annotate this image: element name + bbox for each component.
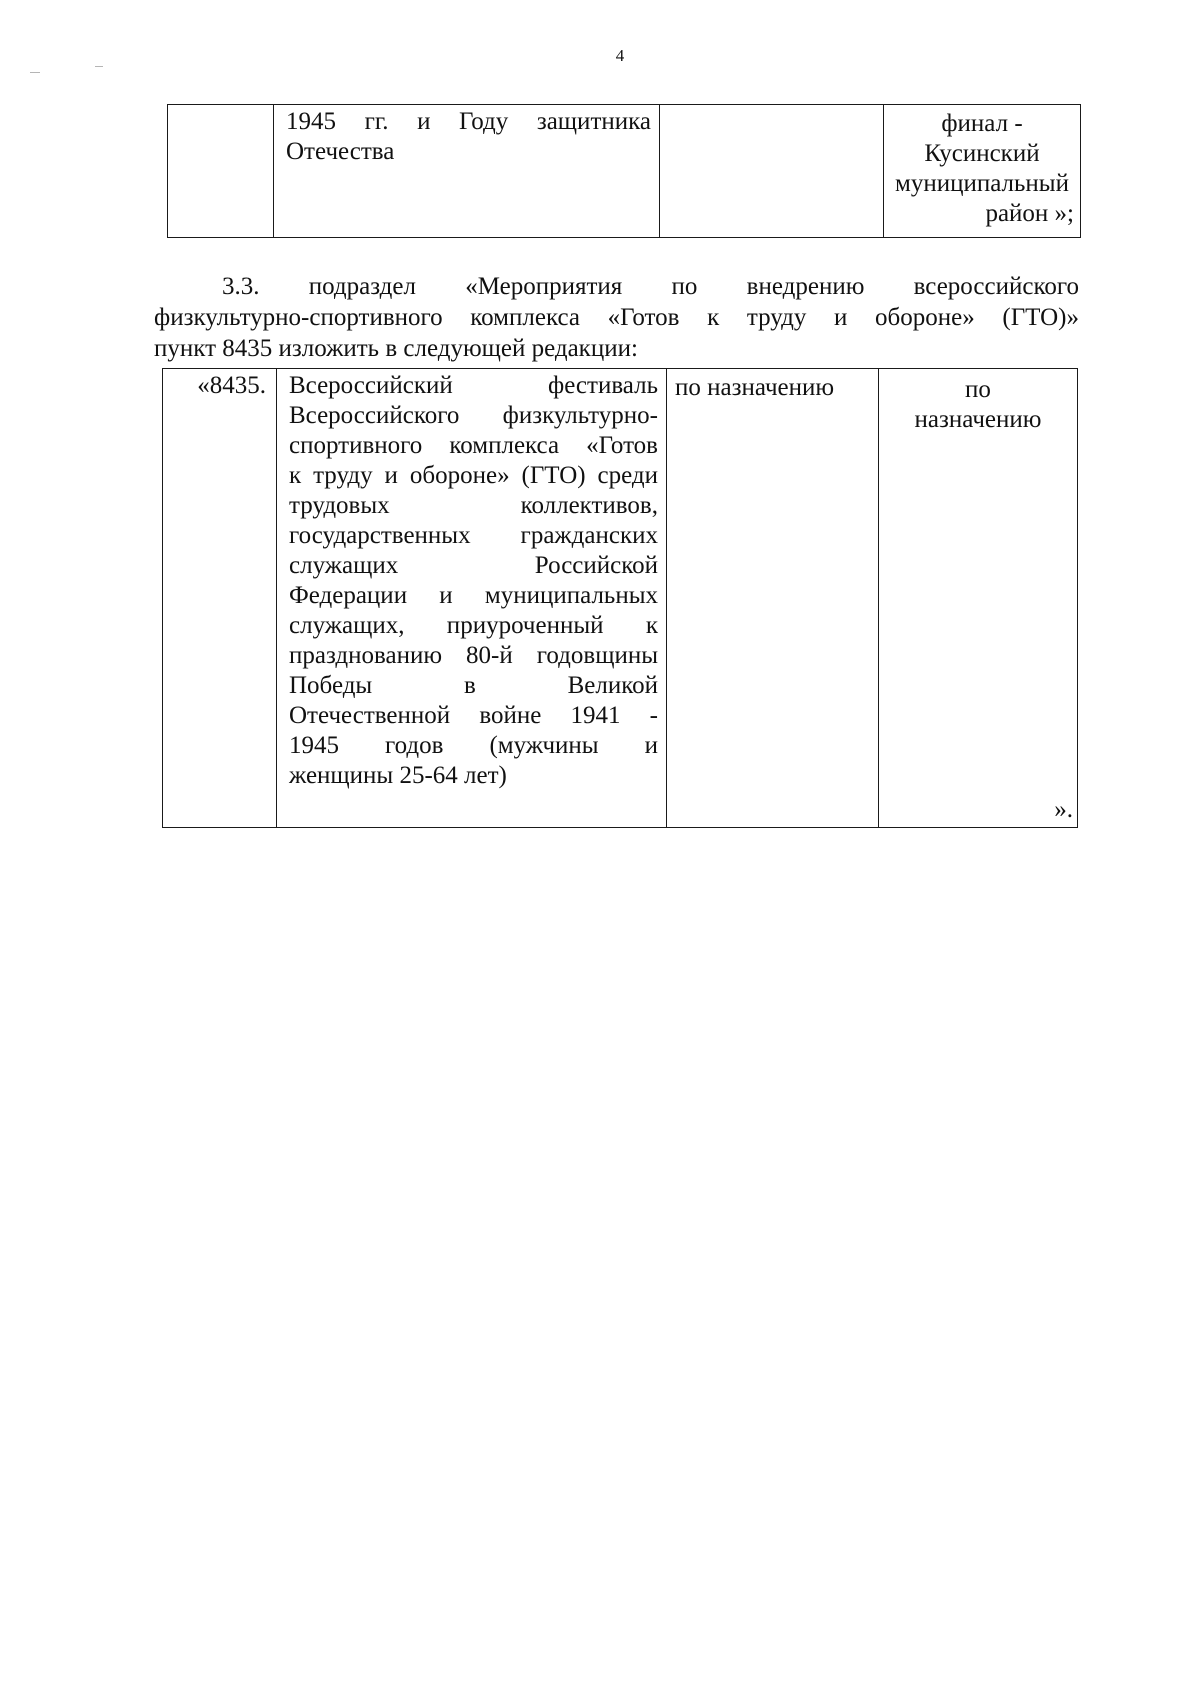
paragraph-line: 3.3. подраздел «Мероприятия по внедрению всероссийского <box>222 273 1079 300</box>
location-line: по <box>965 376 991 403</box>
number-cell <box>168 105 274 238</box>
description-line: государственных гражданских <box>289 522 658 549</box>
description-line: Федерации и муниципальных <box>289 582 658 609</box>
page-number: 4 <box>615 46 625 65</box>
location-line: Кусинский <box>924 140 1040 167</box>
location-line: финал - <box>941 110 1023 137</box>
description-line: Победы в Великой <box>289 672 658 699</box>
continuation-table <box>167 104 1081 238</box>
scan-mark <box>30 72 40 73</box>
description-line: празднованию 80-й годовщины <box>289 642 658 669</box>
description-line: Отечества <box>286 138 395 165</box>
description-cell <box>274 105 660 238</box>
timing-cell <box>660 105 884 238</box>
description-line: женщины 25-64 лет) <box>289 762 507 789</box>
location-line: муниципальный <box>895 170 1069 197</box>
description-line: 1945 гг. и Году защитника <box>286 108 651 135</box>
location-line: назначению <box>914 406 1042 433</box>
scan-mark <box>95 66 103 67</box>
description-cell <box>277 369 667 828</box>
item-number-cell: «8435. <box>163 369 277 828</box>
location-cell <box>879 369 1078 828</box>
closing-quote: ». <box>1054 796 1073 823</box>
description-line: служащих, приуроченный к <box>289 612 658 639</box>
paragraph-line: пункт 8435 изложить в следующей редакции: <box>154 335 638 362</box>
paragraph-line: физкультурно-спортивного комплекса «Готов к труду и обороне» (ГТО)» <box>154 304 1079 331</box>
location-line: район »; <box>985 200 1074 227</box>
description-line: спортивного комплекса «Готов <box>289 432 658 459</box>
table-row <box>168 105 1081 238</box>
amendment-paragraph <box>154 271 1079 364</box>
description-line: Всероссийский фестиваль <box>289 372 658 399</box>
description-line: к труду и обороне» (ГТО) среди <box>289 462 658 489</box>
description-line: трудовых коллективов, <box>289 492 658 519</box>
table-row <box>163 369 1078 828</box>
description-line: 1945 годов (мужчины и <box>289 732 658 759</box>
location-cell <box>884 105 1081 238</box>
item-8435-table <box>162 368 1078 828</box>
description-line: Всероссийского физкультурно- <box>289 402 658 429</box>
timing-cell: по назначению <box>667 369 879 828</box>
description-line: Отечественной войне 1941 - <box>289 702 658 729</box>
description-line: служащих Российской <box>289 552 658 579</box>
